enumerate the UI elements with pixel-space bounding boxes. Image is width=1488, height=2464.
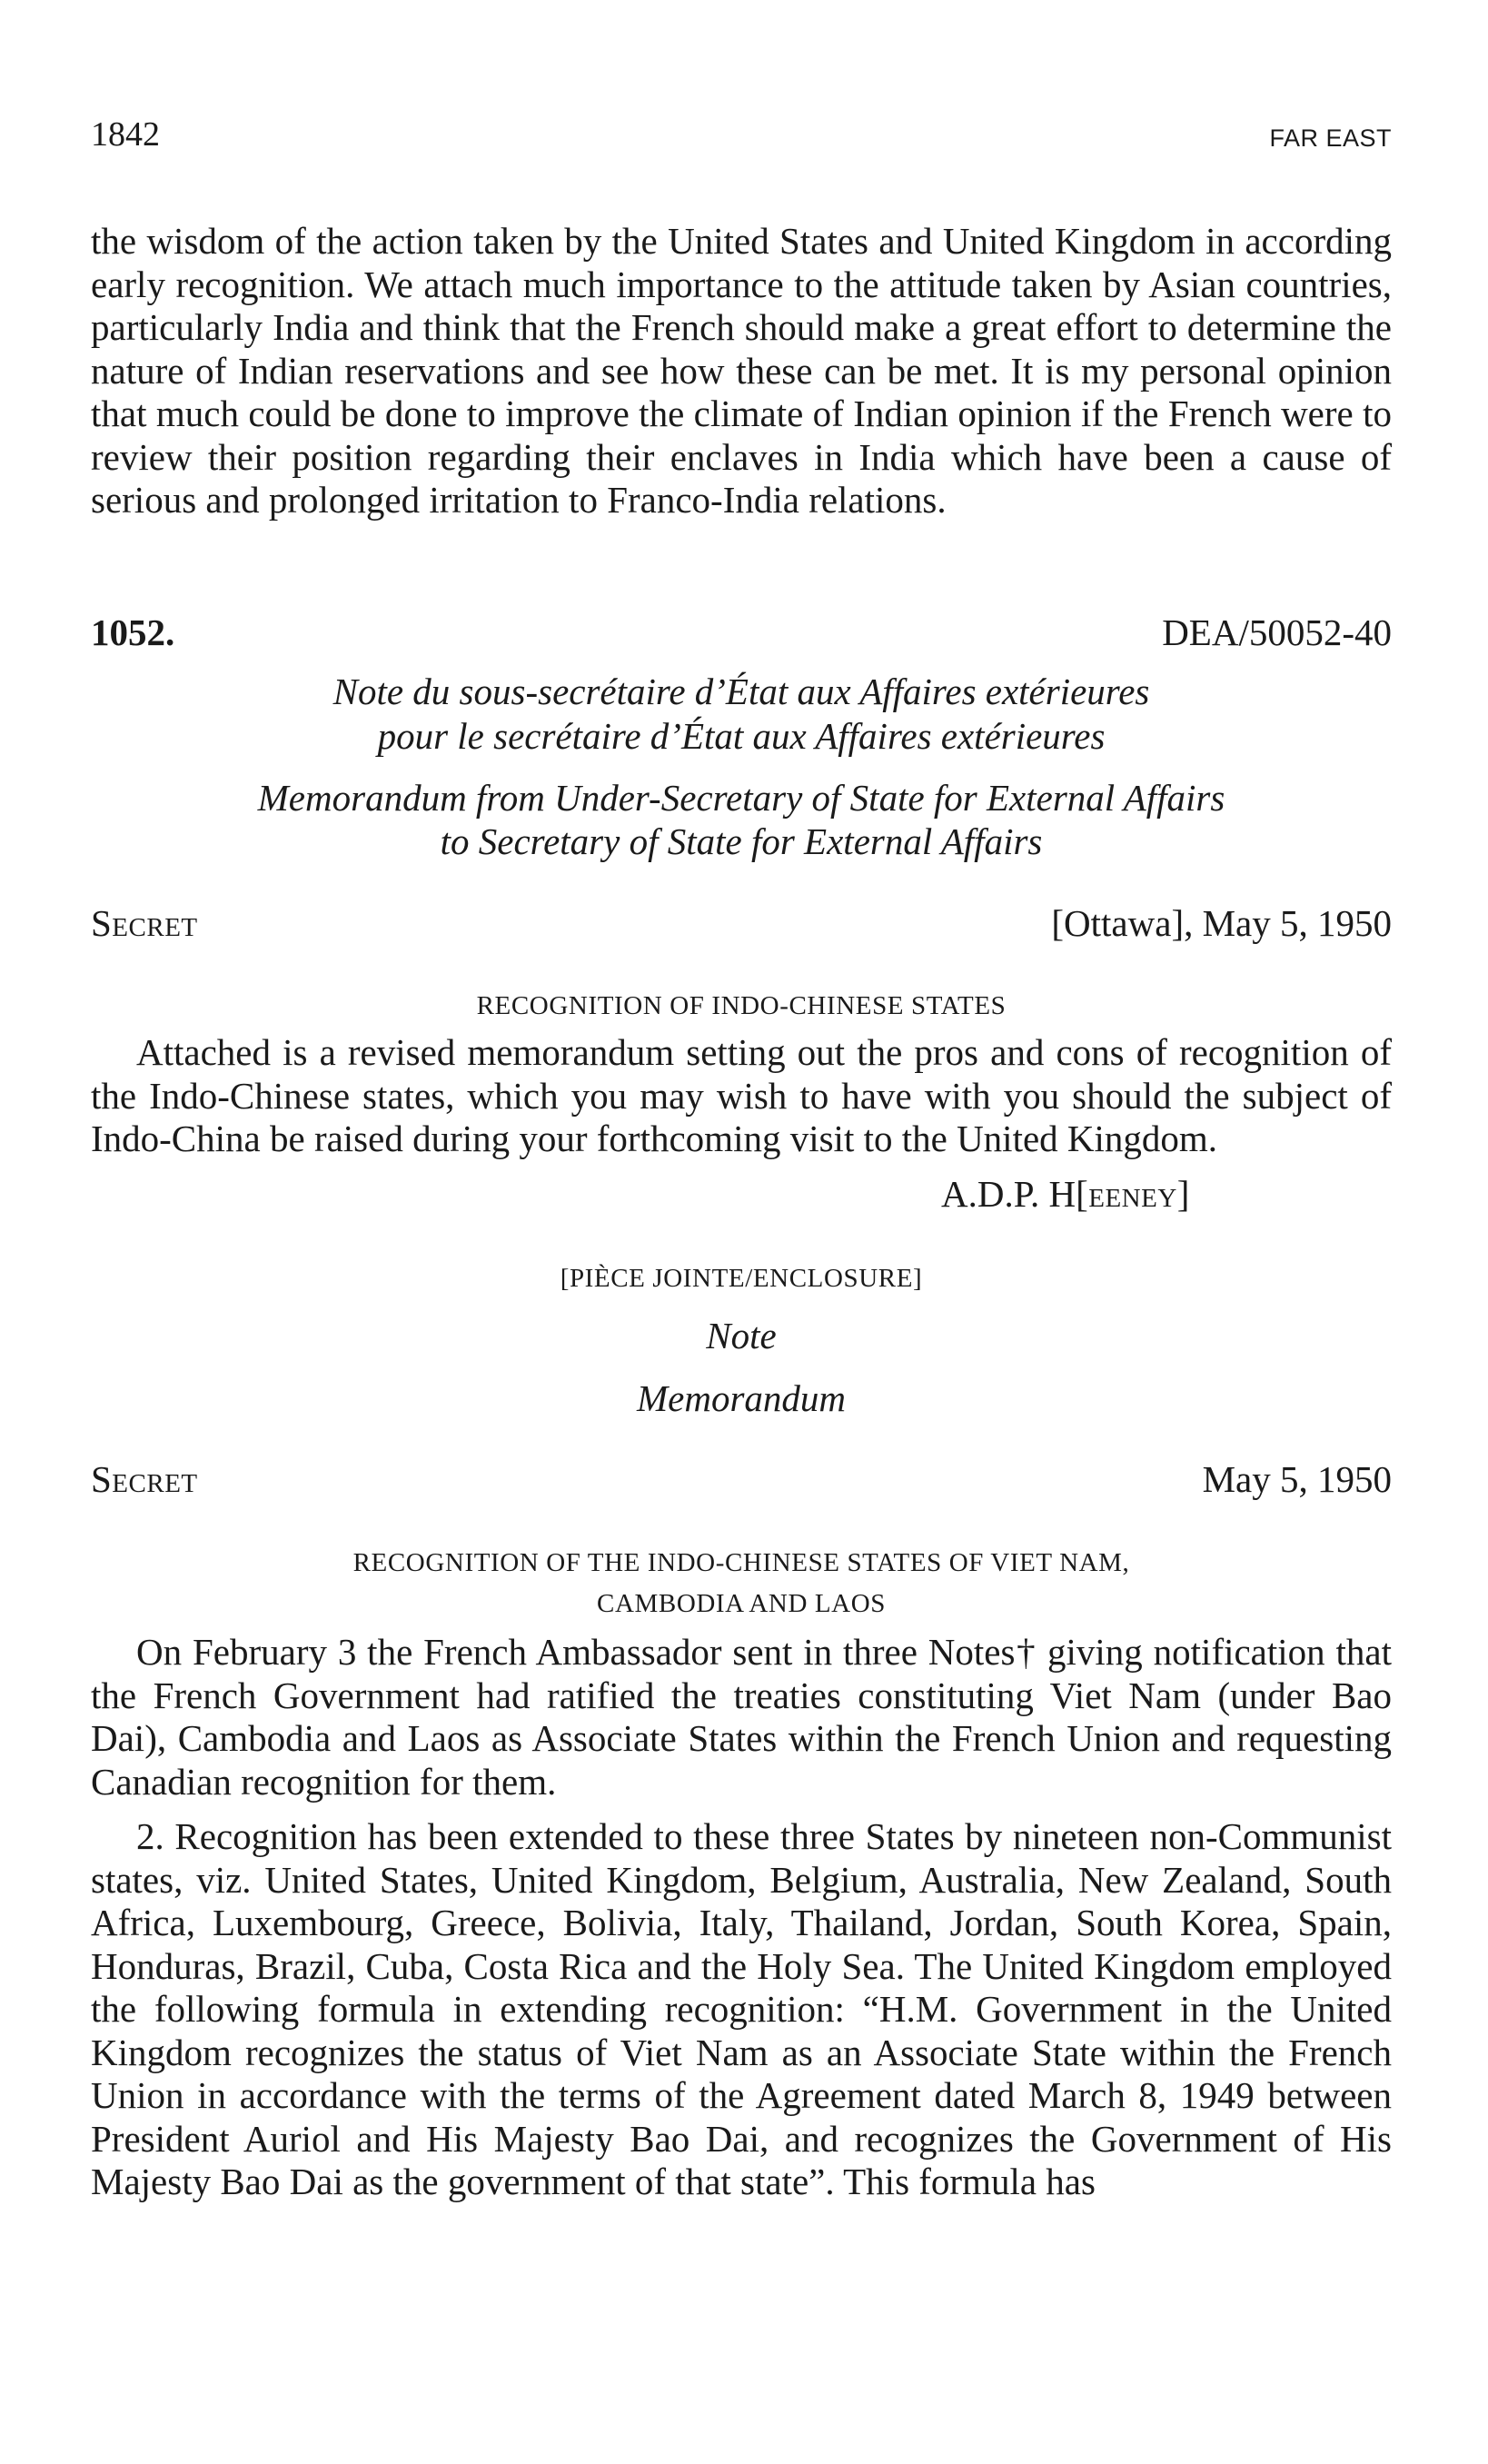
title-english-line-2: to Secretary of State for External Affairs [440, 820, 1043, 862]
classification: Secret [91, 902, 198, 944]
title-french-line-1: Note du sous-secrétaire d’État aux Affaires extérieures [332, 671, 1150, 712]
title-english-line-1: Memorandum from Under-Secretary of State for External Affairs [257, 777, 1225, 819]
enclosure-classification-date-row [91, 1457, 1392, 1501]
enclosure-paragraph-2: 2. Recognition has been extended to these three States by nineteen non-Communist states, viz. United States, United Kingdom, Belgium, Australia, New Zealand, South Africa, Luxembourg, Greece, Bolivia, Italy, Thailand, Jordan, South Korea, Spain, Honduras, Brazil, Cuba, Costa Rica and the Holy Sea. The United Kingdom employed the following formula in extending recognition: “H.M. Government in the United Kingdom recognizes the status of Viet Nam as an Associate State within the French Union in accordance with the terms of the Agreement dated March 8, 1949 between President Auriol and His Majesty Bao Dai, and recognizes the Government of His Majesty Bao Dai as the government of that state”. This formula has [91, 1815, 1392, 2202]
document-header-row [91, 611, 1392, 654]
signature-surname: [eeney] [1076, 1173, 1190, 1215]
enclosure-title-french: Note [706, 1315, 777, 1356]
signature-initials: A.D.P. H [941, 1173, 1076, 1215]
document-number: 1052. [91, 611, 175, 653]
file-reference: DEA/50052-40 [1162, 611, 1392, 653]
memo-subject: RECOGNITION OF INDO-CHINESE STATES [476, 991, 1007, 1020]
title-french-line-2: pour le secrétaire d’État aux Affaires extérieures [377, 715, 1106, 757]
enclosure-classification: Secret [91, 1458, 198, 1500]
opening-paragraph: the wisdom of the action taken by the United States and United Kingdom in according early recognition. We attach much importance to the attitude taken by Asian countries, particularly India and think that the French should make a great effort to determine the nature of Indian reservations and see how these can be met. It is my personal opinion that much could be done to improve the climate of Indian opinion if the French were to review their position regarding their enclaves in India which have been a cause of serious and prolonged irritation to Franco-India relations. [91, 220, 1392, 521]
memo-body: Attached is a revised memorandum setting out the pros and cons of recognition of the Indo-Chinese states, which you may wish to have with you should the subject of Indo-China be raised during your forthcoming visit to the United Kingdom. [91, 1031, 1392, 1159]
enclosure-subject-line-2: CAMBODIA AND LAOS [597, 1589, 886, 1618]
signature [941, 1172, 1190, 1216]
enclosure-label: [PIÈCE JOINTE/ENCLOSURE] [560, 1264, 923, 1293]
enclosure-date: May 5, 1950 [1202, 1458, 1392, 1500]
classification-date-row [91, 901, 1392, 945]
enclosure-paragraph-1: On February 3 the French Ambassador sent in three Notes† giving notification that the French Government had ratified the treaties constituting Viet Nam (under Bao Dai), Cambodia and Laos as Associate States within the French Union and requesting Canadian recognition for them. [91, 1631, 1392, 1803]
enclosure-subject-line-1: RECOGNITION OF THE INDO-CHINESE STATES OF VIET NAM, [352, 1548, 1130, 1577]
page-number: 1842 [91, 115, 160, 154]
running-title: FAR EAST [1269, 124, 1392, 152]
enclosure-title-english: Memorandum [636, 1377, 847, 1419]
place-date: [Ottawa], May 5, 1950 [1051, 902, 1392, 944]
